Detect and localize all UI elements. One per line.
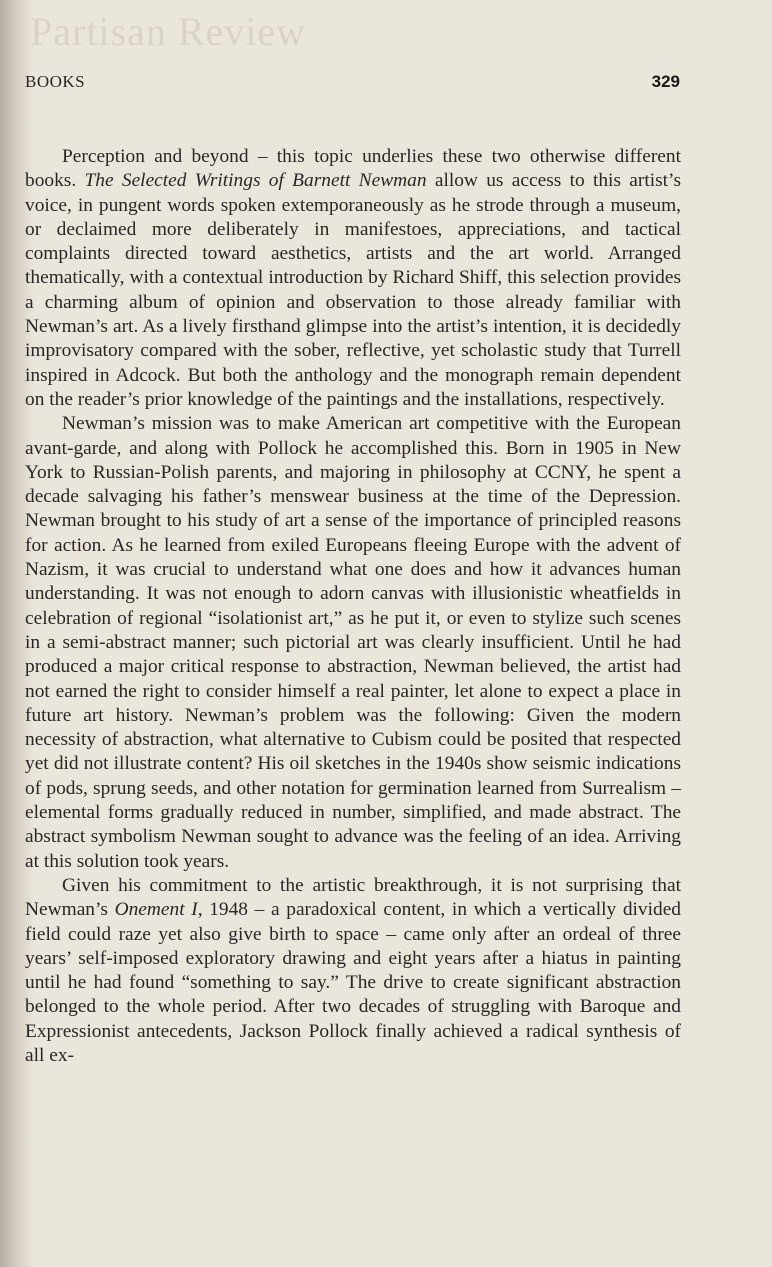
paragraph-1-lead: Perception and beyond – this topic underlies these two otherwise different books.	[25, 146, 681, 192]
artwork-title: Onement I,	[114, 899, 203, 921]
page-header	[25, 70, 680, 94]
body-text	[25, 145, 681, 1068]
paragraph-3	[25, 874, 681, 1068]
paragraph-2: Newman’s mission was to make American art competitive with the European avant-garde, and along with Pollock he accomplished this. Born in 1905 in New York to Russian-Polish parents, and majoring in philosophy at CCNY, he spent a decade salvaging his father’s menswear business at the time of the Depression. Newman brought to his study of art a sense of the importance of principled reasons for action. As he learned from exiled Europeans fleeing Europe with the advent of Nazism, it was crucial to understand what one does and how it advances human understanding. It was not enough to adorn canvas with illusionistic wheatfields in celebration of regional “isolationist art,” as he put it, or even to stylize such scenes in a semi-abstract manner; such pictorial art was clearly insufficient. Until he had produced a major critical response to abstraction, Newman believed, the artist had not earned the right to consider himself a real painter, let alone to expect a place in future art history. Newman’s problem was the following: Given the modern necessity of abstraction, what alternative to Cubism could be posited that respected yet did not illustrate content? His oil sketches in the 1940s show seismic indications of pods, sprung seeds, and other notation for germination learned from Surrealism – elemental forms gradually reduced in number, simplified, and made abstract. The abstract symbolism Newman sought to advance was the feeling of an idea. Arriving at this solution took years.	[25, 413, 681, 872]
paragraph-1	[25, 145, 681, 412]
show-through-title: Partisan Review	[30, 9, 307, 54]
paragraph-1-rest: allow us access to this artist’s voice, in pungent words spoken extemporaneously as he strode through a museum, or declaimed more deliberately in manifestoes, appreciations, and tactical complaints directed toward aesthetics, artists and the art world. Arranged thematically, with a contextual introduction by Richard Shiff, this selection provides a charming album of opinion and observation to those already familiar with Newman’s art. As a lively firsthand glimpse into the artist’s intention, it is decidedly improvisatory compared with the sober, reflective, yet scholastic study that Turrell inspired in Adcock. But both the anthology and the monograph remain dependent on the reader’s prior knowledge of the paintings and the installations, respectively.	[25, 170, 681, 410]
page-number: 329	[651, 72, 680, 91]
running-head: BOOKS	[25, 72, 86, 91]
paragraph-3-lead: Given his commitment to the artistic breakthrough, it is not surprising that Newman’s	[25, 874, 681, 921]
book-title: The Selected Writings of Barnett Newman	[84, 170, 427, 192]
paragraph-3-rest: 1948 – a paradoxical content, in which a vertically divided field could raze yet also give birth to space – came only after an ordeal of three years’ self-imposed exploratory drawing and eight years after a hiatus in painting until he had found “something to say.” The drive to create significant abstraction belonged to the whole period. After two decades of struggling with Baroque and Expressionist antecedents, Jackson Pollock finally achieved a radical synthesis of all ex-	[25, 899, 681, 1066]
